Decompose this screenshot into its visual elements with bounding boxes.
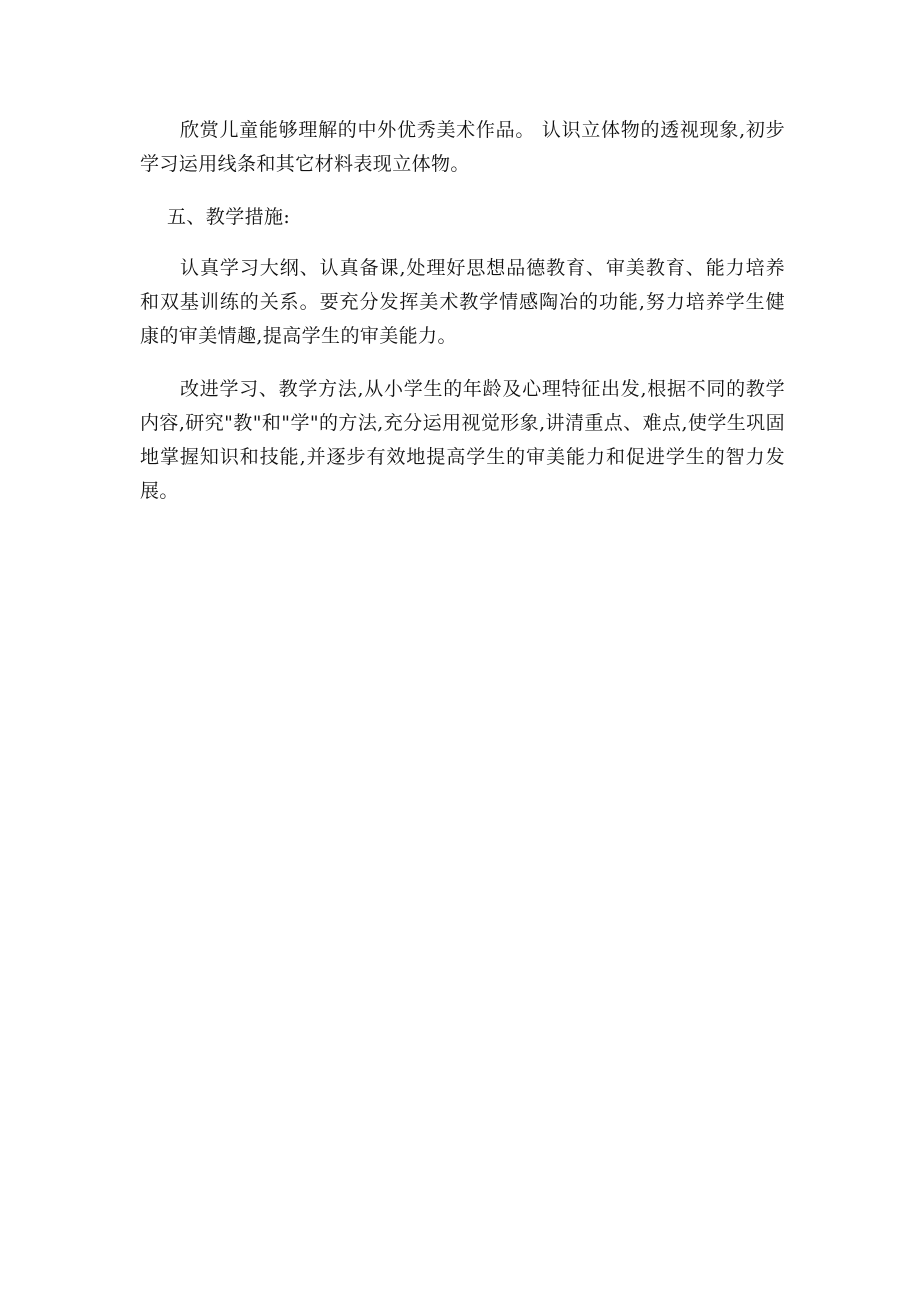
paragraph-art-appreciation: 欣赏儿童能够理解的中外优秀美术作品。 认识立体物的透视现象,初步学习运用线条和其它材料表现立体物。: [140, 119, 785, 175]
document-body: [140, 113, 785, 527]
section-heading-teaching-measures: 五、教学措施:: [167, 206, 291, 228]
paragraph-improve-methods: 改进学习、教学方法,从小学生的年龄及心理特征出发,根据不同的教学内容,研究"教"和"学"的方法,充分运用视觉形象,讲清重点、难点,使学生巩固地掌握知识和技能,并逐步有效地提高学生的审美能力和促进学生的智力发展。: [140, 378, 785, 502]
paragraph-study-syllabus: 认真学习大纲、认真备课,处理好思想品德教育、审美教育、能力培养和双基训练的关系。要充分发挥美术教学情感陶冶的功能,努力培养学生健康的审美情趣,提高学生的审美能力。: [140, 257, 785, 347]
